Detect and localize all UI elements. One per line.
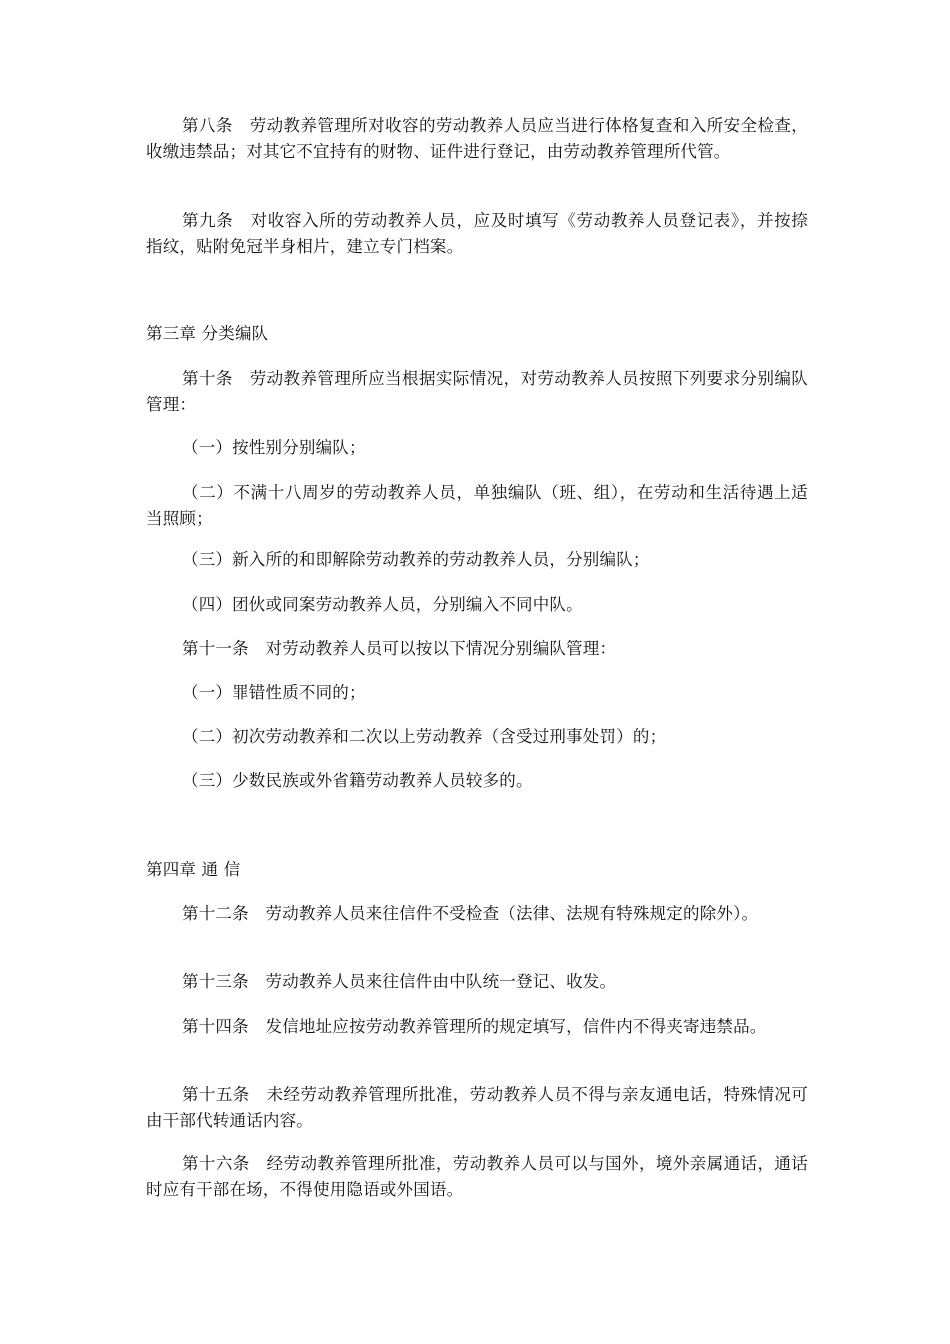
article-10-item-1: （一）按性别分别编队； (182, 438, 366, 457)
article-10-item-4: （四）团伙或同案劳动教养人员，分别编入不同中队。 (182, 595, 583, 614)
article-11: 第十一条 对劳动教养人员可以按以下情况分别编队管理： (182, 639, 617, 658)
article-10-item-2: （二）不满十八周岁的劳动教养人员，单独编队（班、组），在劳动和生活待遇上适当照顾； (146, 483, 808, 528)
article-15: 第十五条 未经劳动教养管理所批准，劳动教养人员不得与亲友通电话，特殊情况可由干部代转通话内容。 (146, 1085, 808, 1130)
article-11-item-1: （一）罪错性质不同的； (182, 683, 366, 702)
article-11-item-2: （二）初次劳动教养和二次以上劳动教养（含受过刑事处罚）的； (182, 727, 667, 746)
article-10: 第十条 劳动教养管理所应当根据实际情况，对劳动教养人员按照下列要求分别编队管理： (146, 369, 808, 414)
article-13: 第十三条 劳动教养人员来往信件由中队统一登记、收发。 (182, 972, 617, 991)
article-16: 第十六条 经劳动教养管理所批准，劳动教养人员可以与国外，境外亲属通话，通话时应有干部在场，不得使用隐语或外国语。 (146, 1154, 808, 1199)
article-9: 第九条 对收容入所的劳动教养人员，应及时填写《劳动教养人员登记表》，并按捺指纹，贴附免冠半身相片，建立专门档案。 (146, 211, 808, 256)
article-11-item-3: （三）少数民族或外省籍劳动教养人员较多的。 (182, 771, 533, 790)
article-8: 第八条 劳动教养管理所对收容的劳动教养人员应当进行体格复查和入所安全检查，收缴违禁品；对其它不宜持有的财物、证件进行登记，由劳动教养管理所代管。 (146, 116, 808, 161)
article-12: 第十二条 劳动教养人员来往信件不受检查（法律、法规有特殊规定的除外）。 (182, 904, 759, 923)
article-14: 第十四条 发信地址应按劳动教养管理所的规定填写，信件内不得夹寄违禁品。 (182, 1017, 767, 1036)
article-10-item-3: （三）新入所的和即解除劳动教养的劳动教养人员，分别编队； (182, 550, 650, 569)
chapter-3-heading: 第三章 分类编队 (146, 324, 269, 343)
chapter-4-heading: 第四章 通 信 (146, 860, 241, 879)
